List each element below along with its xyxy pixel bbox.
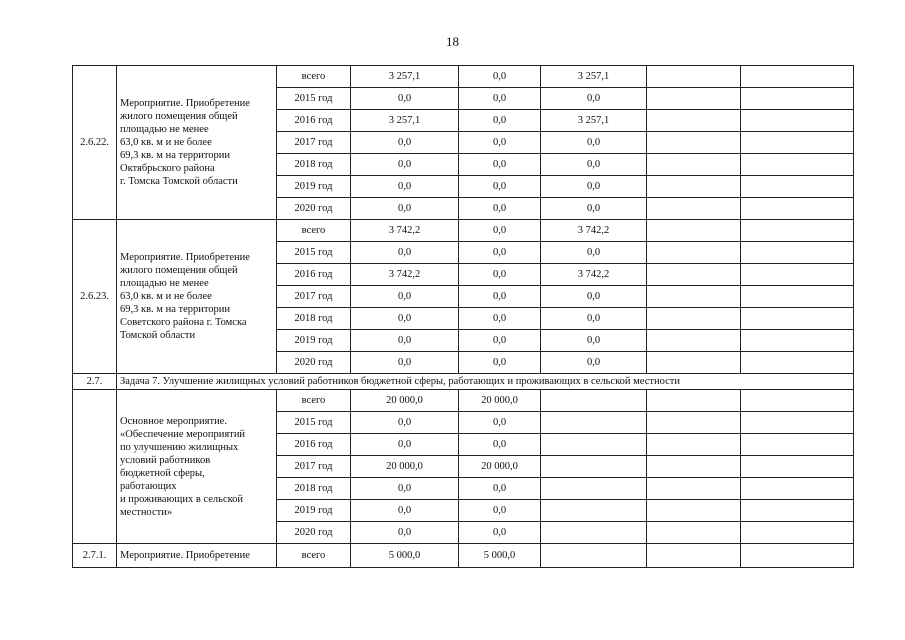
table-row <box>73 544 854 568</box>
value-cell <box>741 390 854 412</box>
period-cell: 2018 год <box>277 308 351 330</box>
budget-table <box>72 65 854 568</box>
value-cell <box>541 500 647 522</box>
value-cell: 3 742,2 <box>541 264 647 286</box>
period-cell: всего <box>277 66 351 88</box>
period-cell: 2015 год <box>277 412 351 434</box>
value-cell <box>647 176 741 198</box>
value-cell: 0,0 <box>459 242 541 264</box>
value-cell <box>541 478 647 500</box>
value-cell <box>647 132 741 154</box>
period-cell: всего <box>277 390 351 412</box>
value-cell <box>741 412 854 434</box>
value-cell: 0,0 <box>351 478 459 500</box>
value-cell <box>647 264 741 286</box>
value-cell: 0,0 <box>351 500 459 522</box>
value-cell: 0,0 <box>351 154 459 176</box>
value-cell <box>541 544 647 568</box>
value-cell <box>741 330 854 352</box>
value-cell <box>647 330 741 352</box>
value-cell: 0,0 <box>459 478 541 500</box>
value-cell: 0,0 <box>459 286 541 308</box>
item-number: 2.6.22. <box>73 66 117 220</box>
value-cell: 0,0 <box>541 176 647 198</box>
item-description: Мероприятие. Приобретение жилого помещения общей площадью не менее 63,0 кв. м и не более 69,3 кв. м на территории Советского района г. Томска Томской области <box>117 220 277 374</box>
value-cell: 0,0 <box>459 352 541 374</box>
value-cell <box>741 456 854 478</box>
value-cell: 20 000,0 <box>459 456 541 478</box>
table-row <box>73 66 854 88</box>
period-cell: 2017 год <box>277 456 351 478</box>
value-cell: 0,0 <box>459 330 541 352</box>
value-cell: 0,0 <box>351 352 459 374</box>
value-cell <box>741 522 854 544</box>
value-cell: 0,0 <box>459 434 541 456</box>
value-cell: 0,0 <box>541 154 647 176</box>
value-cell <box>541 456 647 478</box>
value-cell: 20 000,0 <box>351 456 459 478</box>
task-row <box>73 374 854 390</box>
value-cell: 3 257,1 <box>351 66 459 88</box>
value-cell: 0,0 <box>351 176 459 198</box>
period-cell: 2020 год <box>277 522 351 544</box>
value-cell: 0,0 <box>541 132 647 154</box>
value-cell <box>741 478 854 500</box>
value-cell: 3 257,1 <box>541 110 647 132</box>
value-cell: 5 000,0 <box>459 544 541 568</box>
value-cell <box>541 390 647 412</box>
value-cell: 0,0 <box>541 286 647 308</box>
period-cell: 2016 год <box>277 110 351 132</box>
value-cell <box>647 66 741 88</box>
value-cell <box>741 220 854 242</box>
task-number: 2.7. <box>73 374 117 390</box>
value-cell <box>741 264 854 286</box>
value-cell: 0,0 <box>541 308 647 330</box>
value-cell <box>741 66 854 88</box>
period-cell: 2017 год <box>277 132 351 154</box>
value-cell <box>647 88 741 110</box>
value-cell: 0,0 <box>351 88 459 110</box>
period-cell: 2015 год <box>277 88 351 110</box>
task-title: Задача 7. Улучшение жилищных условий работников бюджетной сферы, работающих и проживающих в сельской местности <box>117 374 854 390</box>
value-cell <box>647 544 741 568</box>
value-cell: 3 257,1 <box>541 66 647 88</box>
item-description: Основное мероприятие. «Обеспечение мероприятий по улучшению жилищных условий работников бюджетной сферы, работающих и проживающих в сельской местности» <box>117 390 277 544</box>
period-cell: 2018 год <box>277 478 351 500</box>
page-number: 18 <box>446 34 459 49</box>
value-cell: 3 257,1 <box>351 110 459 132</box>
period-cell: 2019 год <box>277 330 351 352</box>
value-cell: 0,0 <box>351 286 459 308</box>
value-cell: 0,0 <box>351 308 459 330</box>
value-cell: 3 742,2 <box>541 220 647 242</box>
value-cell <box>647 308 741 330</box>
period-cell: 2020 год <box>277 352 351 374</box>
value-cell: 0,0 <box>459 198 541 220</box>
value-cell <box>647 500 741 522</box>
value-cell: 0,0 <box>459 154 541 176</box>
value-cell: 5 000,0 <box>351 544 459 568</box>
value-cell <box>741 176 854 198</box>
value-cell <box>741 500 854 522</box>
value-cell: 20 000,0 <box>459 390 541 412</box>
value-cell <box>647 242 741 264</box>
value-cell <box>741 308 854 330</box>
value-cell <box>647 286 741 308</box>
value-cell: 0,0 <box>351 330 459 352</box>
period-cell: 2019 год <box>277 176 351 198</box>
value-cell <box>647 478 741 500</box>
value-cell: 0,0 <box>351 412 459 434</box>
value-cell: 0,0 <box>541 198 647 220</box>
value-cell <box>647 412 741 434</box>
value-cell: 0,0 <box>459 500 541 522</box>
value-cell: 0,0 <box>459 110 541 132</box>
value-cell: 0,0 <box>541 330 647 352</box>
value-cell <box>647 456 741 478</box>
value-cell <box>541 522 647 544</box>
value-cell: 0,0 <box>459 522 541 544</box>
value-cell: 0,0 <box>459 308 541 330</box>
period-cell: всего <box>277 544 351 568</box>
value-cell <box>741 154 854 176</box>
value-cell <box>647 154 741 176</box>
value-cell <box>541 412 647 434</box>
period-cell: 2015 год <box>277 242 351 264</box>
period-cell: 2017 год <box>277 286 351 308</box>
value-cell: 0,0 <box>459 220 541 242</box>
period-cell: 2016 год <box>277 434 351 456</box>
period-cell: 2018 год <box>277 154 351 176</box>
value-cell <box>647 434 741 456</box>
value-cell <box>647 352 741 374</box>
value-cell <box>647 522 741 544</box>
value-cell: 0,0 <box>541 352 647 374</box>
value-cell <box>741 242 854 264</box>
item-number: 2.6.23. <box>73 220 117 374</box>
value-cell <box>647 390 741 412</box>
value-cell <box>541 434 647 456</box>
value-cell <box>647 110 741 132</box>
value-cell: 0,0 <box>459 176 541 198</box>
item-description: Мероприятие. Приобретение жилого помещения общей площадью не менее 63,0 кв. м и не более 69,3 кв. м на территории Октябрьского района г. Томска Томской области <box>117 66 277 220</box>
period-cell: всего <box>277 220 351 242</box>
value-cell: 0,0 <box>351 242 459 264</box>
value-cell <box>741 286 854 308</box>
value-cell: 0,0 <box>459 412 541 434</box>
table-row <box>73 220 854 242</box>
value-cell: 0,0 <box>541 242 647 264</box>
table-row <box>73 390 854 412</box>
value-cell <box>741 110 854 132</box>
period-cell: 2019 год <box>277 500 351 522</box>
value-cell: 0,0 <box>351 198 459 220</box>
value-cell <box>741 544 854 568</box>
value-cell: 0,0 <box>351 132 459 154</box>
item-number <box>73 390 117 544</box>
value-cell: 0,0 <box>459 132 541 154</box>
value-cell <box>741 434 854 456</box>
item-description: Мероприятие. Приобретение <box>117 544 277 568</box>
value-cell <box>647 198 741 220</box>
value-cell <box>741 198 854 220</box>
value-cell: 3 742,2 <box>351 220 459 242</box>
value-cell: 3 742,2 <box>351 264 459 286</box>
value-cell: 0,0 <box>541 88 647 110</box>
value-cell <box>741 352 854 374</box>
value-cell <box>741 132 854 154</box>
item-number: 2.7.1. <box>73 544 117 568</box>
value-cell: 20 000,0 <box>351 390 459 412</box>
value-cell: 0,0 <box>459 88 541 110</box>
value-cell: 0,0 <box>351 434 459 456</box>
value-cell <box>647 220 741 242</box>
value-cell <box>741 88 854 110</box>
value-cell: 0,0 <box>459 66 541 88</box>
period-cell: 2020 год <box>277 198 351 220</box>
value-cell: 0,0 <box>459 264 541 286</box>
value-cell: 0,0 <box>351 522 459 544</box>
period-cell: 2016 год <box>277 264 351 286</box>
